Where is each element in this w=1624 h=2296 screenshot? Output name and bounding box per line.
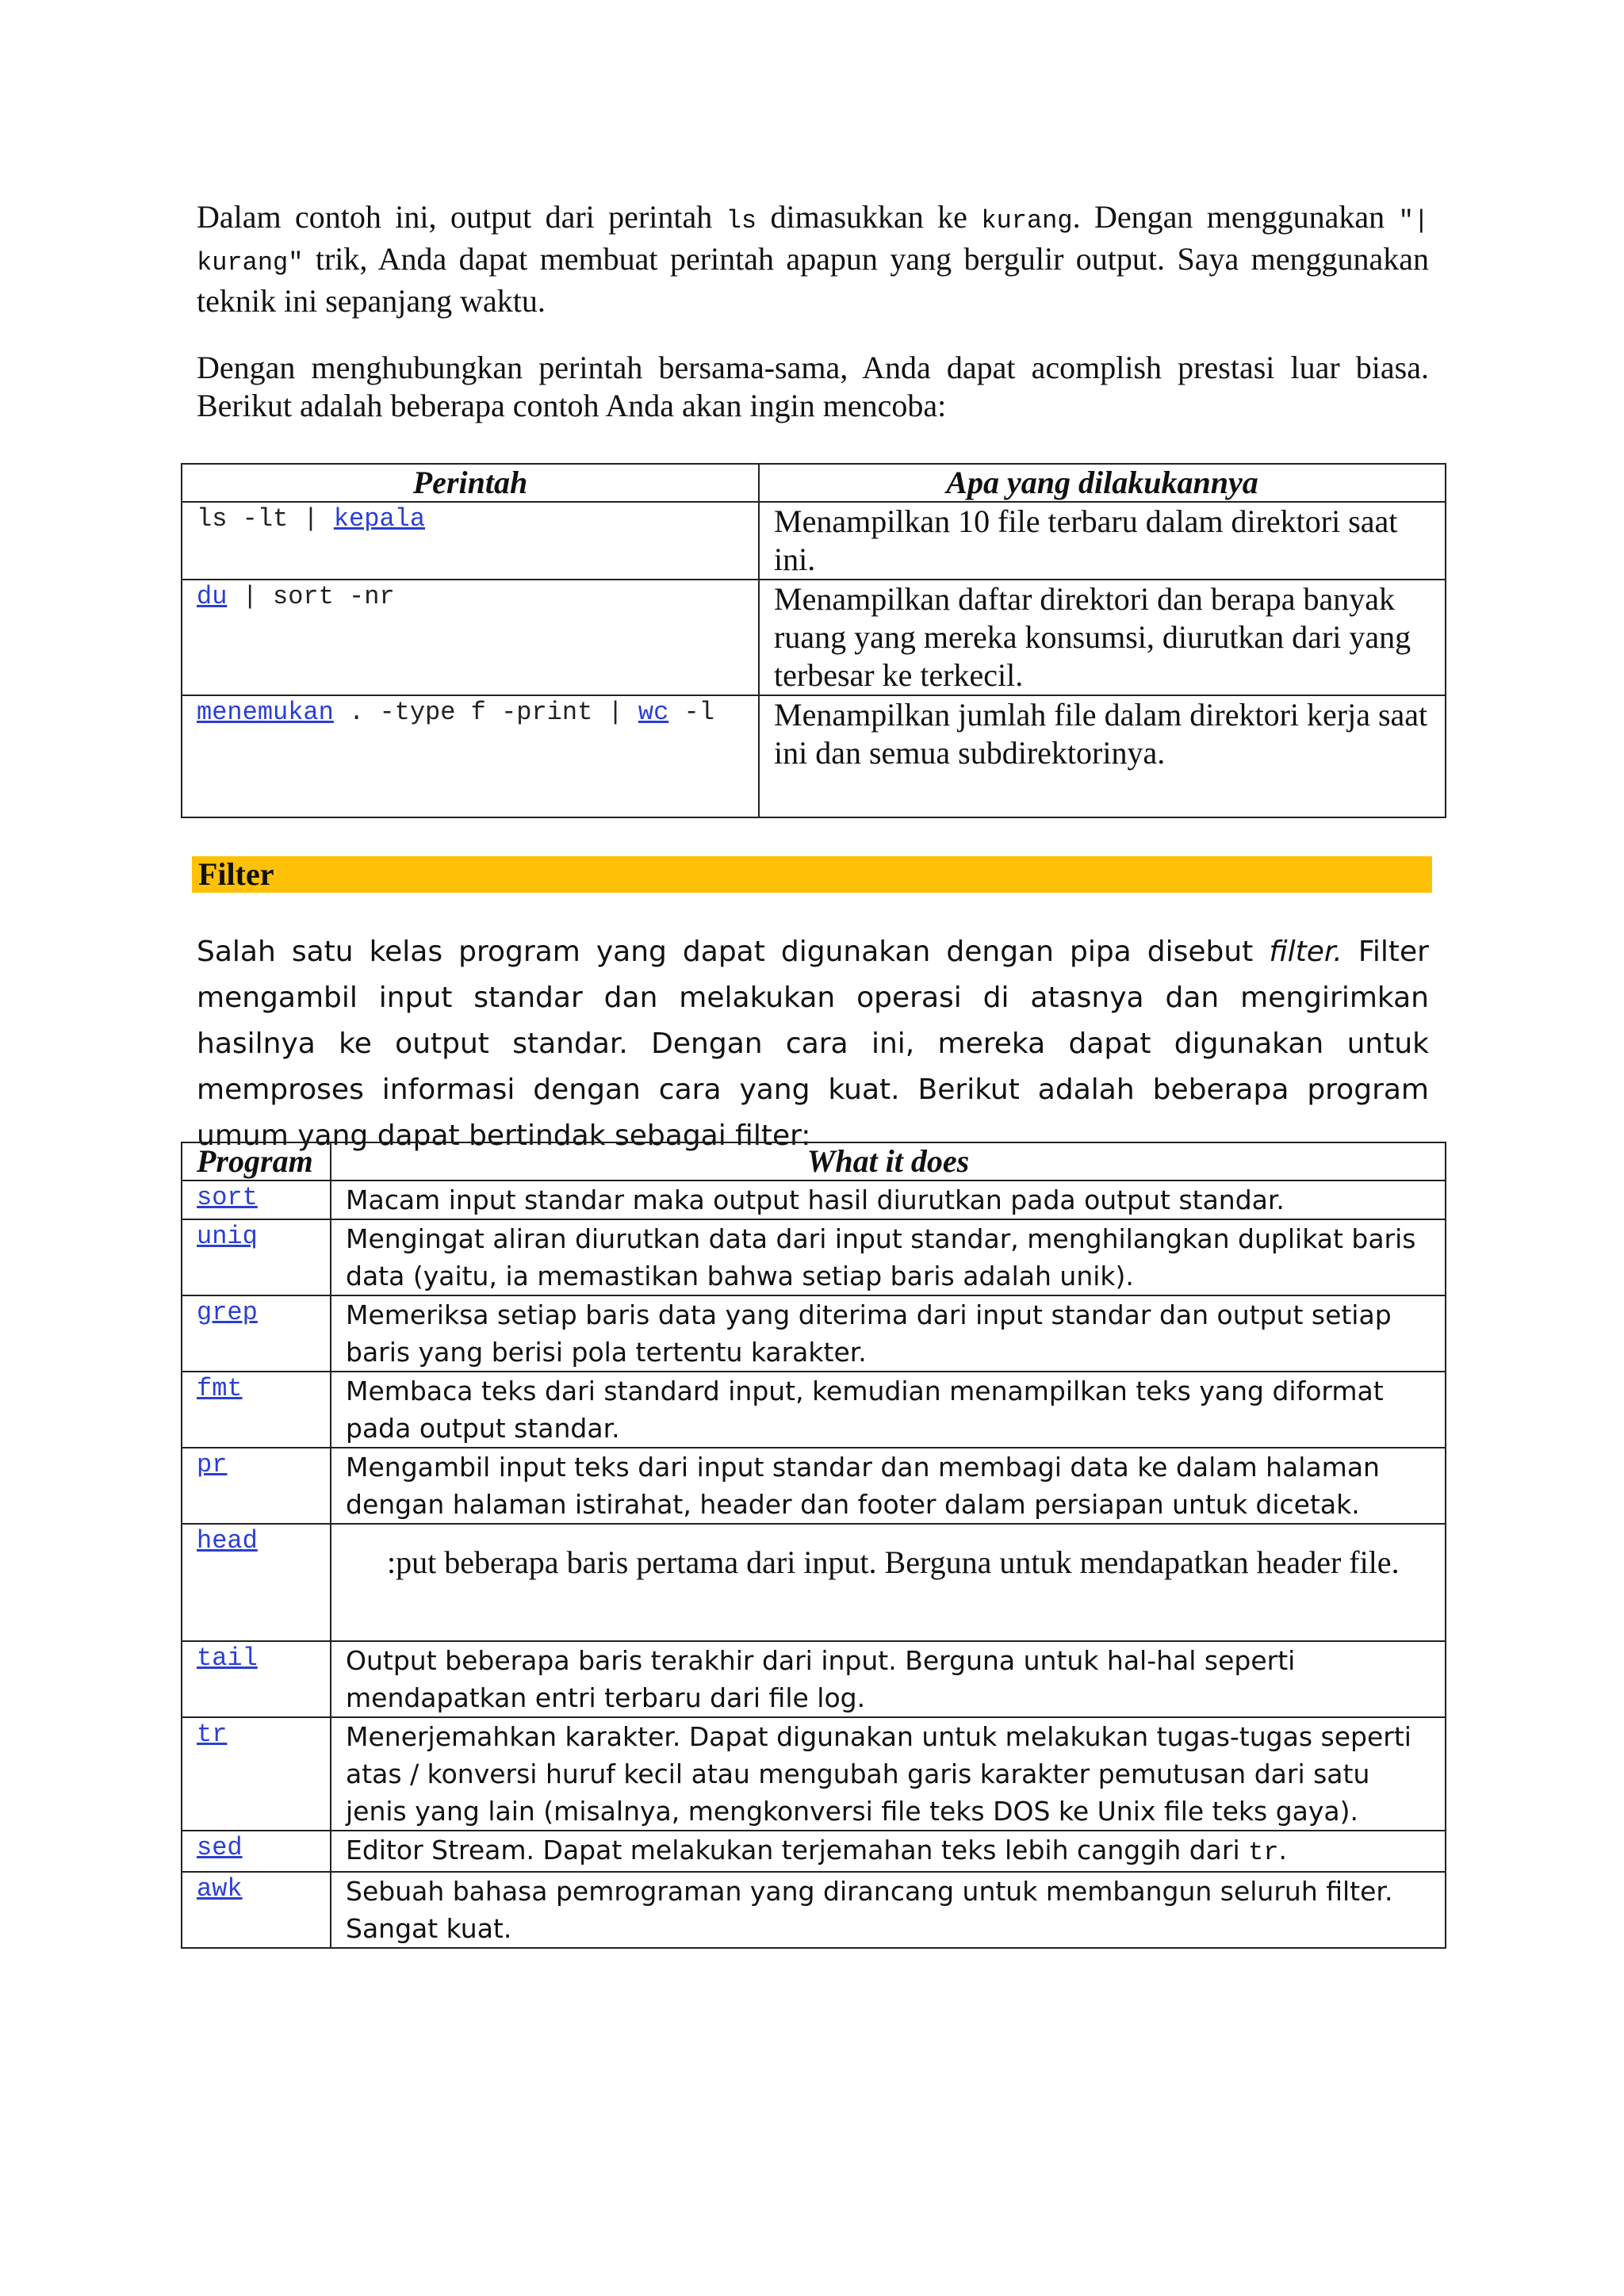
table-row [182,1641,1446,1717]
program-cell [182,1372,331,1448]
column-header-what-it-does: What it does [331,1142,1446,1181]
intro-paragraph-1 [197,198,1429,320]
table-row [182,580,1446,695]
italic-text: filter. [1269,936,1342,968]
inline-code: kurang [981,206,1073,235]
table-row [182,695,1446,817]
program-link[interactable]: fmt [197,1374,243,1403]
filters-table [181,1142,1446,1949]
table-row [182,1448,1446,1524]
program-link[interactable]: sed [197,1833,243,1862]
text: Salah satu kelas program yang dapat digunakan dengan pipa disebut [197,936,1270,968]
description-cell: Menampilkan jumlah file dalam direktori kerja saat ini dan semua subdirektorinya. [759,695,1446,817]
command-link[interactable]: menemukan [197,698,334,727]
table-row [182,1524,1446,1641]
command-cell [182,502,759,580]
program-cell [182,1872,331,1948]
description-cell: :put beberapa baris pertama dari input. Berguna untuk mendapatkan header file. [331,1524,1446,1641]
table-header-row [182,464,1446,502]
program-cell [182,1295,331,1372]
description-cell: Menerjemahkan karakter. Dapat digunakan untuk melakukan tugas-tugas seperti atas / konversi huruf kecil atau mengubah garis karakter pemutusan dari satu jenis yang lain (misalnya, mengkonversi file teks DOS ke Unix file teks gaya). [331,1717,1446,1831]
program-cell [182,1641,331,1717]
description-cell: Macam input standar maka output hasil diurutkan pada output standar. [331,1181,1446,1219]
inline-code: ls [726,206,757,235]
command-cell [182,695,759,817]
program-link[interactable]: uniq [197,1222,258,1251]
text: . [1278,1835,1288,1866]
description-cell: Membaca teks dari standard input, kemudian menampilkan teks yang diformat pada output standar. [331,1372,1446,1448]
text: Editor Stream. Dapat melakukan terjemahan teks lebih canggih dari [346,1835,1249,1866]
description-cell [331,1831,1446,1872]
table-header-row [182,1142,1446,1181]
column-header-program: Program [182,1142,331,1181]
program-cell [182,1717,331,1831]
description-cell: Mengingat aliran diurutkan data dari input standar, menghilangkan duplikat baris data (yaitu, ia memastikan bahwa setiap baris adalah unik). [331,1219,1446,1295]
commands-table [181,463,1446,818]
description-cell: Mengambil input teks dari input standar dan membagi data ke dalam halaman dengan halaman istirahat, header dan footer dalam persiapan untuk dicetak. [331,1448,1446,1524]
program-link[interactable]: tr [197,1720,228,1749]
description-cell: Menampilkan daftar direktori dan berapa banyak ruang yang mereka konsumsi, diurutkan dari yang terbesar ke terkecil. [759,580,1446,695]
description-cell: Output beberapa baris terakhir dari input. Berguna untuk hal-hal seperti mendapatkan entri terbaru dari file log. [331,1641,1446,1717]
command-link[interactable]: wc [638,698,669,727]
intro-paragraph-2: Dengan menghubungkan perintah bersama-sama, Anda dapat acomplish prestasi luar biasa. Berikut adalah beberapa contoh Anda akan ingin mencoba: [197,350,1429,423]
command-cell [182,580,759,695]
program-cell [182,1448,331,1524]
command-text: . -type f -print | [333,698,638,727]
program-link[interactable]: pr [197,1450,228,1479]
command-text: | sort -nr [227,582,395,611]
command-link[interactable]: kepala [333,504,426,534]
table-row [182,1717,1446,1831]
program-cell [182,1524,331,1641]
table-row [182,1219,1446,1295]
section-heading-highlight [192,856,1432,893]
table-row [182,1872,1446,1948]
program-cell [182,1181,331,1219]
program-cell [182,1831,331,1872]
program-link[interactable]: head [197,1526,258,1556]
text: trik, Anda dapat membuat perintah apapun yang bergulir output. Saya menggunakan teknik ini sepanjang waktu. [197,241,1429,319]
command-link[interactable]: du [197,582,228,611]
text: . Dengan menggunakan [1072,199,1399,235]
description-cell: Sebuah bahasa pemrograman yang dirancang untuk membangun seluruh filter. Sangat kuat. [331,1872,1446,1948]
column-header-perintah: Perintah [182,464,759,502]
command-text: -l [668,698,714,727]
inline-code: tr [1248,1838,1279,1867]
text: Filter mengambil input standar dan melakukan operasi di atasnya dan mengirimkan hasilnya ke output standar. Dengan cara ini, mereka dapat digunakan untuk memproses informasi dengan cara yang kuat. Berikut adalah beberapa program umum yang dapat bertindak sebagai filter: [197,936,1429,1152]
program-link[interactable]: sort [197,1183,258,1212]
program-link[interactable]: awk [197,1874,243,1904]
table-row [182,1181,1446,1219]
table-row [182,502,1446,580]
program-link[interactable]: tail [197,1644,258,1673]
text: dimasukkan ke [756,199,982,235]
table-row [182,1372,1446,1448]
filter-paragraph [197,929,1429,1159]
text: Dalam contoh ini, output dari perintah [197,199,726,235]
program-link[interactable]: grep [197,1298,258,1327]
inline-code: "| kurang" [197,206,1429,277]
description-cell: Memeriksa setiap baris data yang diterima dari input standar dan output setiap baris yang berisi pola tertentu karakter. [331,1295,1446,1372]
section-heading: Filter [198,856,274,892]
description-cell: Menampilkan 10 file terbaru dalam direktori saat ini. [759,502,1446,580]
program-cell [182,1219,331,1295]
table-row [182,1295,1446,1372]
command-text: ls -lt | [197,504,334,534]
column-header-apa: Apa yang dilakukannya [759,464,1446,502]
table-row [182,1831,1446,1872]
